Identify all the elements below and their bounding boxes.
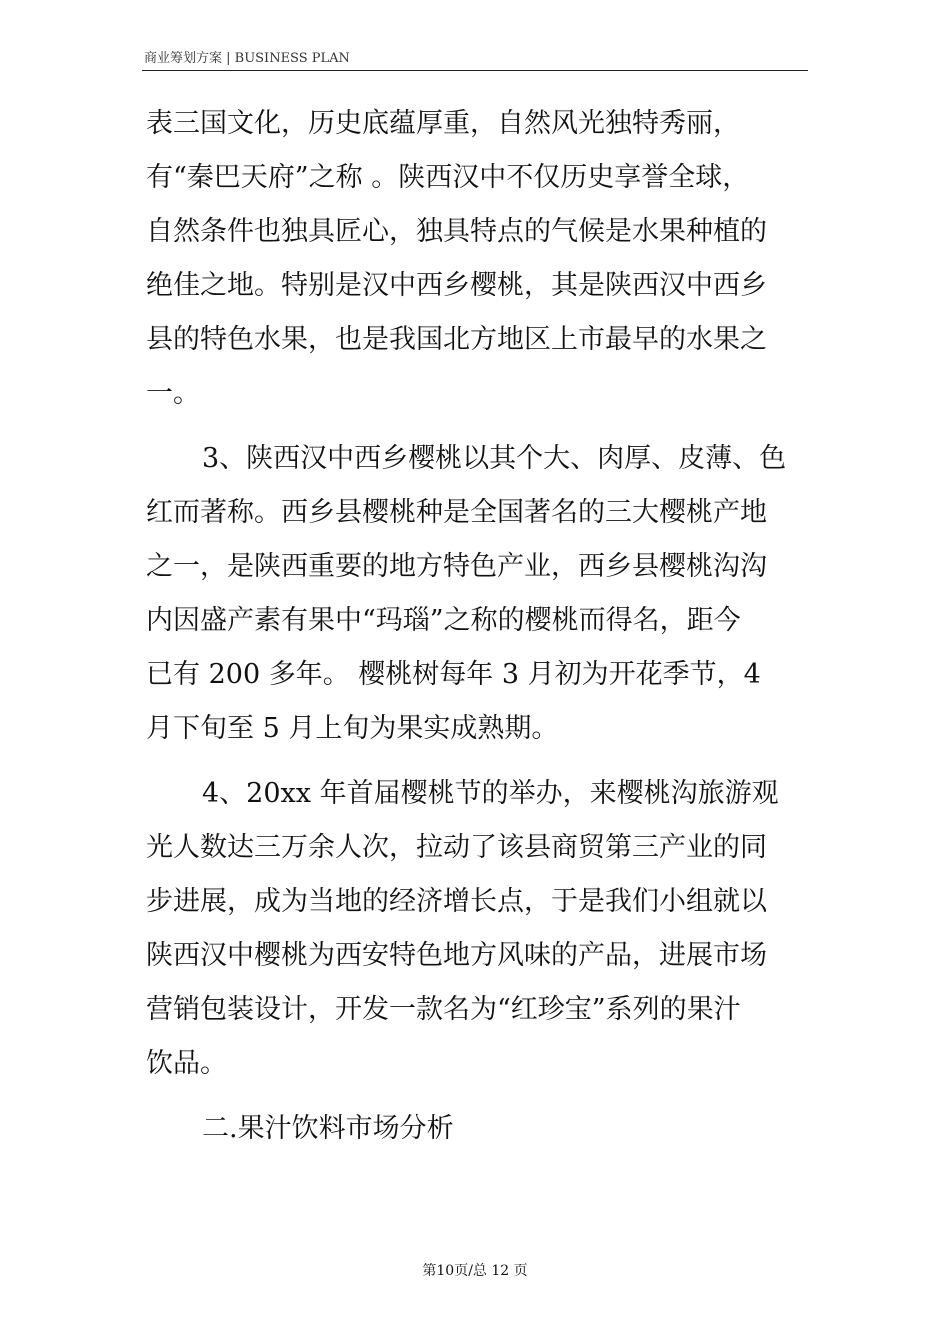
body-line: 饮品。 [146,1048,227,1079]
body-line: 月下旬至 5 月上旬为果实成熟期。 [146,713,559,744]
body-line: 光人数达三万余人次，拉动了该县商贸第三产业的同 [146,832,767,863]
body-line: 内因盛产素有果中“玛瑙”之称的樱桃而得名，距今 [146,605,741,636]
body-line: 一。 [146,378,200,409]
body-line: 已有 200 多年。 樱桃树每年 3 月初为开花季节，4 [146,659,761,690]
body-line: 自然条件也独具匠心，独具特点的气候是水果种植的 [146,216,767,247]
body-line: 陕西汉中樱桃为西安特色地方风味的产品，进展市场 [146,940,767,971]
body-line: 营销包装设计，开发一款名为“红珍宝”系列的果汁 [146,994,741,1025]
body-line: 步进展，成为当地的经济增长点，于是我们小组就以 [146,886,767,917]
section-heading: 二.果汁饮料市场分析 [202,1113,454,1144]
paragraph-start-line: 4、20xx 年首届樱桃节的举办，来樱桃沟旅游观 [202,778,779,809]
header-title: 商业筹划方案 | BUSINESS PLAN [144,51,350,66]
body-line: 表三国文化，历史底蕴厚重，自然风光独特秀丽， [146,108,740,139]
body-line: 之一，是陕西重要的地方特色产业，西乡县樱桃沟沟 [146,551,767,582]
body-line: 有“秦巴天府”之称 。陕西汉中不仅历史享誉全球， [146,162,750,193]
body-line: 县的特色水果，也是我国北方地区上市最早的水果之 [146,324,767,355]
body-line: 绝佳之地。特别是汉中西乡樱桃，其是陕西汉中西乡 [146,270,767,301]
document-body [146,97,826,1156]
page-header [142,50,808,71]
body-line: 红而著称。西乡县樱桃种是全国著名的三大樱桃产地 [146,497,767,528]
paragraph-start-line: 3、陕西汉中西乡樱桃以其个大、肉厚、皮薄、色 [202,443,787,474]
page-number: 第10页/总 12 页 [422,1263,528,1279]
